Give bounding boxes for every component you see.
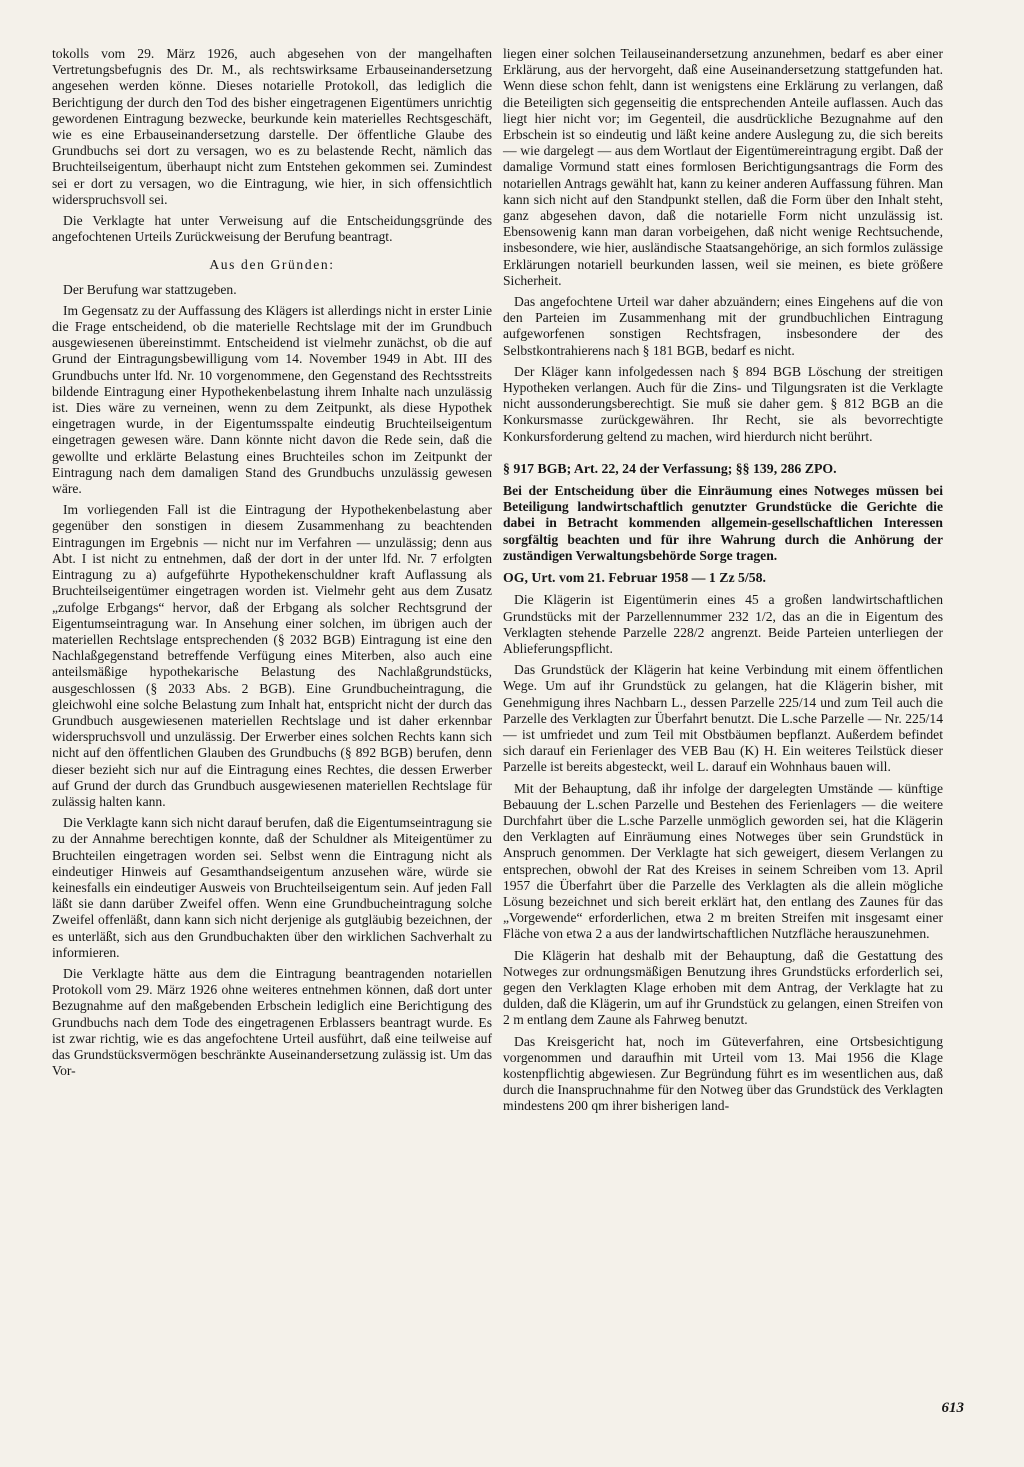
paragraph: Der Berufung war stattzugeben. xyxy=(63,281,237,297)
paragraph: Im Gegensatz zu der Auffassung des Klägers ist allerdings nicht in erster Linie die Frage entscheidend, ob die materielle Rechtslage mit der im Grundbuch ausgewiesenen übereinstimmt. Entscheidend ist vielmehr zunächst, ob die auf Grund der Eintragungsbewilligung vom 14. November 1949 in Abt. III des Grundbuchs unter lfd. Nr. 10 vorgenommene, den Gegenstand des Rechtsstreits bildende Eintragung einer Hypothekenbelastung ihrem Inhalte nach unzulässig ist. Dies wäre zu verneinen, wenn zu dem Zeitpunkt, als diese Hypothek eingetragen wurde, in der Eigentumsspalte eindeutig Bruchteilseigentum eingetragen gewesen wäre. Dann könnte nicht davon die Rede sein, daß die gewollte und erklärte Belastung eines Bruchteiles schon im Zeitpunkt der Eintragung nach dem damaligen Stand des Grundbuchs unzulässig gewesen wäre. xyxy=(52,302,492,497)
paragraph: Das angefochtene Urteil war daher abzuändern; eines Eingehens auf die von den Parteien im Zusammenhang mit der grundbuchlichen Eintragung aufgeworfenen sonstigen Rechtsfragen, insbesondere der des Selbstkontrahierens nach § 181 BGB, bedarf es nicht. xyxy=(503,294,943,358)
paragraph: Mit der Behauptung, daß ihr infolge der dargelegten Umstände — künftige Bebauung der L.schen Parzelle und Bestehen des Ferienlagers — die weitere Durchfahrt über die L.sche Parzelle unmöglich geworden sei, hat die Klägerin den Verklagten auf Einräumung eines Notweges über sein Grundstück in Anspruch genommen. Der Verklagte hat sich geweigert, diesem Verlangen zu entsprechen, obwohl der Rat des Kreises in seinem Schreiben vom 13. April 1957 die Überfahrt über die Parzelle des Verklagten als die allein mögliche Lösung bezeichnet und sich bereit erklärt hat, den entlang des Zaunes für das „Vorgewende“ erforderlichen, etwa 2 m breiten Streifen mit insgesamt einer Fläche von etwa 2 a aus der landwirtschaftlichen Nutzfläche herauszunehmen. xyxy=(503,780,943,942)
paragraph: Die Klägerin hat deshalb mit der Behauptung, daß die Gestattung des Notweges zur ordnungsmäßigen Benutzung ihres Grundstücks erforderlich sei, gegen den Verklagten Klage erhoben mit dem Antrag, der Verklagte hat zu dulden, daß die Klägerin, um auf ihr Grundstück zu gelangen, einen Streifen von 2 m entlang dem Zaune als Fahrweg benutzt. xyxy=(503,947,943,1028)
page-number: 613 xyxy=(941,1400,964,1416)
paragraph: liegen einer solchen Teilauseinandersetzung anzunehmen, bedarf es aber einer Erklärung, aus der hervorgeht, daß eine Auseinandersetzung stattgefunden hat. Wenn diese schon fehlt, dann ist wenigstens eine Erklärung zu verlangen, daß die Beteiligten sich gegenseitig die entsprechenden Anteile auflassen. Auch das liegt hier nicht vor; im Gegenteil, die ausdrückliche Bezugnahme auf den Erbschein ist so eindeutig und läßt keine andere Auslegung zu, die sich bereits — wie dargelegt — aus dem Wortlaut der Eigentümereintragung ergibt. Daß der damalige Vormund statt eines formlosen Berichtigungsantrags die Form des notariellen Antrags gewählt hat, kann zu keiner anderen Auffassung führen. Man kann sich nicht auf den Standpunkt stellen, daß die Form über den Inhalt steht, ganz abgesehen davon, daß die notarielle Form nicht unzulässig ist. Ebensowenig kann man daran vorbeigehen, daß nicht wenige Rechtsuchende, insbesondere, wie hier, ausländische Staatsangehörige, an sich formlos zulässige Erklärungen notariell beurkunden lassen, weil sie meinen, es biete größere Sicherheit. xyxy=(503,46,943,288)
paragraph: Die Verklagte kann sich nicht darauf berufen, daß die Eigentumseintragung sie zu der Annahme berechtigen konnte, daß der Schuldner als Miteigentümer zu Bruchteilen eingetragen worden sei. Selbst wenn die Eintragung nicht als eindeutiger Hinweis auf Gesamthandseigentum anzusehen wäre, würde sie keinesfalls ein eindeutiger Ausweis von Bruchteilseigentum sein. Auf jeden Fall läßt sie dann darüber Zweifel offen. Wenn eine Grundbucheintragung solche Zweifel offenläßt, dann kann sich nicht derjenige als gutgläubig bezeichnen, der es unterläßt, sich aus den Grundbuchakten über den wirklichen Sachverhalt zu informieren. xyxy=(52,815,492,960)
paragraph: Im vorliegenden Fall ist die Eintragung der Hypothekenbelastung aber gegenüber den sonstigen in diesem Zusammenhang zu beachtenden Eintragungen im Ergebnis — nicht nur im Verfahren — unzulässig; denn aus Abt. I ist nicht zu entnehmen, daß der dort in der unter lfd. Nr. 7 erfolgten Eintragung zu a) aufgeführte Hypothekenschuldner kraft Auflassung als Bruchteilseigentümer eingetragen worden ist. Vielmehr geht aus dem Zusatz „zufolge Erbgangs“ hervor, daß der Erbgang als solcher Rechtsgrund der Eigentumseintragung war. In Ansehung einer solchen, im übrigen auch der materiellen Rechtslage entsprechenden (§ 2032 BGB) Eintragung ist eine den Nachlaßgegenstand betreffende Verfügung eines Miterben, also auch eine anteilsmäßige hypothekarische Belastung des Nachlaßgrundstücks, ausgeschlossen (§ 2033 Abs. 2 BGB). Eine Grundbucheintragung, die gleichwohl eine solche Belastung zum Inhalt hat, entspricht nicht der durch das Grundbuch ausgewiesenen materiellen Rechtslage und ist daher erkennbar widerspruchsvoll und unzulässig. Der Erwerber eines solchen Rechts kann sich nicht auf den öffentlichen Glauben des Grundbuchs (§ 892 BGB) berufen, denn dieser bezieht sich nur auf die Eintragung eines Rechtes, die dessen Erwerber auf Grund der durch das Grundbuch ausgewiesenen materiellen Rechtslage für zulässig halten kann. xyxy=(52,502,492,809)
left-column xyxy=(52,46,492,1084)
paragraph: Die Klägerin ist Eigentümerin eines 45 a großen landwirtschaftlichen Grundstücks mit der Parzellennummer 232 1/2, das an die in Eigentum des Verklagten stehende Parzelle 228/2 angrenzt. Beide Parteien unterliegen der Ablieferungspflicht. xyxy=(503,592,943,656)
paragraph: tokolls vom 29. März 1926, auch abgesehen von der mangelhaften Vertretungsbefugnis des Dr. M., als rechtswirksame Erbauseinandersetzung angesehen werden könne. Dieses notarielle Protokoll, das lediglich die Berichtigung der durch den Tod des bisher eingetragenen Eigentümers unrichtig gewordenen Eintragung bezwecke, beurkunde kein materielles Rechtsgeschäft, wie es eine Erbauseinandersetzung darstelle. Der öffentliche Glaube des Grundbuchs sei dort zu versagen, wo es zu belastende Recht, nämlich das Bruchteilseigentum, überhaupt nicht zum Entstehen gekommen sei. Zumindest sei er dort zu versagen, wo die Eintragung, wie hier, in sich offensichtlich widerspruchsvoll sei. xyxy=(52,46,492,207)
paragraph: Das Grundstück der Klägerin hat keine Verbindung mit einem öffentlichen Wege. Um auf ihr Grundstück zu gelangen, hat die Klägerin bisher, mit Genehmigung ihres Nachbarn L., dessen Parzelle 225/14 und zum Teil auch die Parzelle des Verklagten zur Überfahrt benutzt. Die L.sche Parzelle — Nr. 225/14 — ist umfriedet und zum Teil mit Obstbäumen bepflanzt. Außerdem befindet sich darauf ein Ferienlager des VEB Bau (K) H. Ein weiteres Teilstück dieser Parzelle ist bereits abgesteckt, weil L. darauf ein Wohnhaus bauen will. xyxy=(503,662,943,775)
paragraph: Der Kläger kann infolgedessen nach § 894 BGB Löschung der streitigen Hypotheken verlangen. Auch für die Zins- und Tilgungsraten ist die Verklagte nicht aussonderungsberechtigt. Sie muß sie daher gem. § 812 BGB an die Konkursmasse zurückgewähren. Ihr Recht, sie als bevorrechtigte Konkursforderung geltend zu machen, wird hierdurch nicht berührt. xyxy=(503,363,943,444)
ruling-headnote: Bei der Entscheidung über die Einräumung eines Notweges müssen bei Beteiligung landwirtschaftlich genutzter Grundstücke die Gerichte die dabei in Betracht kommenden allgemein-gesellschaftlichen Interessen sorgfältig beachten und für ihre Wahrung durch die Anhörung der zuständigen Verwaltungsbehörde Sorge tragen. xyxy=(503,483,943,563)
section-heading: Aus den Gründen: xyxy=(209,257,335,273)
ruling-citation: § 917 BGB; Art. 22, 24 der Verfassung; §§ 139, 286 ZPO. xyxy=(503,460,837,476)
paragraph: Die Verklagte hätte aus dem die Eintragung beantragenden notariellen Protokoll vom 29. März 1926 ohne weiteres entnehmen können, daß dort unter Bezugnahme auf den maßgebenden Erbschein lediglich eine Berichtigung des Grundbuchs nach dem Tode des eingetragenen Erblassers beantragt wurde. Es ist zwar richtig, wie es das angefochtene Urteil ausführt, daß eine teilweise auf das Grundstücksvermögen beschränkte Auseinandersetzung zulässig ist. Um das Vor- xyxy=(52,965,492,1079)
paragraph: Das Kreisgericht hat, noch im Güteverfahren, eine Ortsbesichtigung vorgenommen und daraufhin mit Urteil vom 13. Mai 1956 die Klage kostenpflichtig abgewiesen. Zur Begründung führt es im wesentlichen aus, daß durch die Inanspruchnahme für den Notweg über das Grundstück des Verklagten mindestens 200 qm ihrer bisherigen land- xyxy=(503,1033,943,1114)
right-column xyxy=(503,46,943,1120)
paragraph: Die Verklagte hat unter Verweisung auf die Entscheidungsgründe des angefochtenen Urteils Zurückweisung der Berufung beantragt. xyxy=(52,213,492,245)
case-reference: OG, Urt. vom 21. Februar 1958 — 1 Zz 5/58. xyxy=(503,570,767,586)
